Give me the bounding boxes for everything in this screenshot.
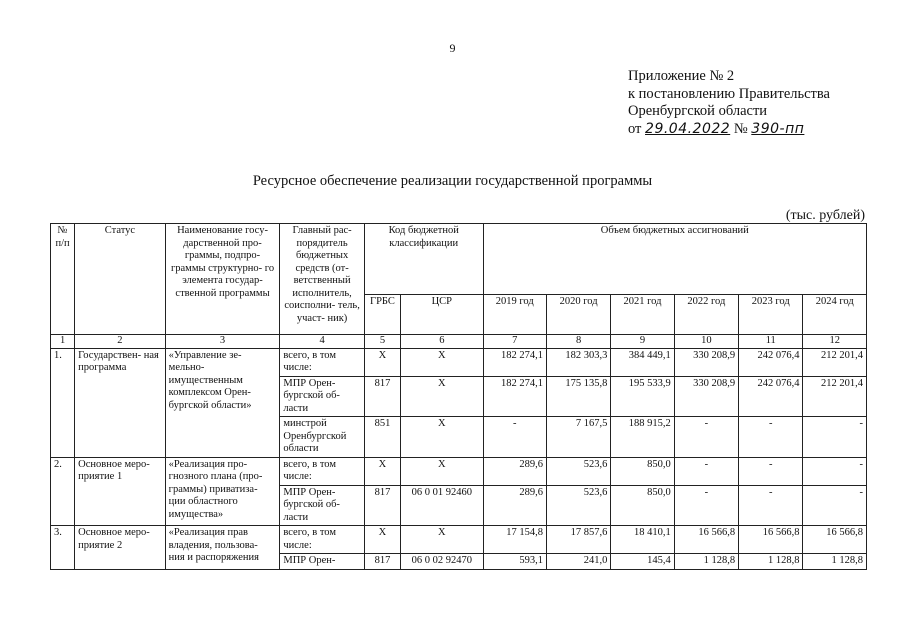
row-admin: МПР Орен- бургской об- ласти [280, 376, 365, 417]
header-code: Код бюджетной классификации [364, 224, 483, 295]
handwritten-number: 390-пп [751, 120, 805, 137]
value-2022: - [674, 457, 738, 485]
value-2023: 242 076,4 [739, 376, 803, 417]
value-2022: 330 208,9 [674, 348, 738, 376]
row-grbs: X [364, 348, 400, 376]
value-2020: 175 135,8 [546, 376, 610, 417]
header-2020: 2020 год [546, 295, 610, 335]
row-status: Государствен- ная программа [75, 348, 166, 457]
index-cell: 2 [75, 335, 166, 349]
row-status: Основное меро- приятие 2 [75, 526, 166, 570]
index-cell: 11 [739, 335, 803, 349]
row-admin: МПР Орен- [280, 554, 365, 570]
index-cell: 1 [51, 335, 75, 349]
row-csr: X [401, 526, 484, 554]
value-2020: 182 303,3 [546, 348, 610, 376]
header-name: Наименование госу- дарственной про- граммы, подпро- граммы структурно- го элемента государ- ственной программы [165, 224, 280, 335]
document-title: Ресурсное обеспечение реализации государственной программы [252, 173, 653, 189]
value-2024: - [803, 417, 867, 458]
index-cell: 4 [280, 335, 365, 349]
row-grbs: X [364, 457, 400, 485]
value-2024: - [803, 485, 867, 526]
value-2021: 145,4 [611, 554, 674, 570]
index-cell: 3 [165, 335, 280, 349]
value-2022: - [674, 417, 738, 458]
row-grbs: 817 [364, 485, 400, 526]
row-admin: всего, в том числе: [280, 348, 365, 376]
appendix-line-2: к постановлению Правительства [628, 85, 830, 102]
row-status: Основное меро- приятие 1 [75, 457, 166, 526]
header-2023: 2023 год [739, 295, 803, 335]
row-admin: МПР Орен- бургской об- ласти [280, 485, 365, 526]
row-admin: минстрой Оренбургской области [280, 417, 365, 458]
row-grbs: 851 [364, 417, 400, 458]
header-2022: 2022 год [674, 295, 738, 335]
value-2021: 188 915,2 [611, 417, 674, 458]
value-2021: 850,0 [611, 457, 674, 485]
value-2019: 182 274,1 [483, 376, 546, 417]
index-cell: 10 [674, 335, 738, 349]
value-2022: 1 128,8 [674, 554, 738, 570]
value-2020: 523,6 [546, 457, 610, 485]
index-cell: 12 [803, 335, 867, 349]
index-cell: 9 [611, 335, 674, 349]
value-2023: - [739, 417, 803, 458]
row-csr: X [401, 348, 484, 376]
value-2024: - [803, 457, 867, 485]
from-label: от [628, 120, 642, 137]
value-2020: 7 167,5 [546, 417, 610, 458]
value-2024: 1 128,8 [803, 554, 867, 570]
index-cell: 7 [483, 335, 546, 349]
header-2021: 2021 год [611, 295, 674, 335]
value-2020: 523,6 [546, 485, 610, 526]
index-cell: 5 [364, 335, 400, 349]
header-admin: Главный рас- порядитель бюджетных средств (от- ветственный исполнитель, соисполни- тель, участ- ник) [280, 224, 365, 335]
header-grbs: ГРБС [364, 295, 400, 335]
header-2019: 2019 год [483, 295, 546, 335]
index-cell: 8 [546, 335, 610, 349]
value-2023: - [739, 485, 803, 526]
value-2019: - [483, 417, 546, 458]
value-2019: 289,6 [483, 485, 546, 526]
table-row [51, 457, 867, 485]
index-cell: 6 [401, 335, 484, 349]
value-2023: 1 128,8 [739, 554, 803, 570]
value-2019: 289,6 [483, 457, 546, 485]
appendix-block [628, 68, 830, 138]
value-2020: 241,0 [546, 554, 610, 570]
table-row [51, 526, 867, 554]
column-index-row [51, 335, 867, 349]
appendix-line-4 [628, 121, 830, 139]
value-2023: - [739, 457, 803, 485]
row-program-name: «Реализация про- гнозного плана (про- граммы) приватиза- ции областного имущества» [165, 457, 280, 526]
value-2022: - [674, 485, 738, 526]
value-2021: 195 533,9 [611, 376, 674, 417]
row-grbs: 817 [364, 376, 400, 417]
row-number: 3. [51, 526, 75, 570]
appendix-line-1: Приложение № 2 [628, 68, 735, 84]
value-2023: 242 076,4 [739, 348, 803, 376]
row-admin: всего, в том числе: [280, 457, 365, 485]
value-2020: 17 857,6 [546, 526, 610, 554]
handwritten-date: 29.04.2022 [645, 120, 731, 137]
row-admin: всего, в том числе: [280, 526, 365, 554]
value-2024: 212 201,4 [803, 348, 867, 376]
header-2024: 2024 год [803, 295, 867, 335]
value-2022: 16 566,8 [674, 526, 738, 554]
row-number: 1. [51, 348, 75, 457]
row-csr: 06 0 02 92470 [401, 554, 484, 570]
page-number: 9 [449, 41, 456, 55]
value-2022: 330 208,9 [674, 376, 738, 417]
resource-table [50, 223, 867, 570]
header-csr: ЦСР [401, 295, 484, 335]
number-label: № [733, 120, 748, 137]
row-grbs: X [364, 526, 400, 554]
row-csr: X [401, 376, 484, 417]
row-number: 2. [51, 457, 75, 526]
value-2024: 212 201,4 [803, 376, 867, 417]
row-program-name: «Управление зе- мельно- имущественным комплексом Орен- бургской области» [165, 348, 280, 457]
value-2021: 18 410,1 [611, 526, 674, 554]
value-2019: 593,1 [483, 554, 546, 570]
value-2023: 16 566,8 [739, 526, 803, 554]
row-csr: 06 0 01 92460 [401, 485, 484, 526]
table-row [51, 348, 867, 376]
row-program-name: «Реализация прав владения, пользова- ния и распоряжения [165, 526, 280, 570]
header-num: № п/п [51, 224, 75, 335]
row-csr: X [401, 417, 484, 458]
header-status: Статус [75, 224, 166, 335]
value-2019: 17 154,8 [483, 526, 546, 554]
row-grbs: 817 [364, 554, 400, 570]
value-2021: 850,0 [611, 485, 674, 526]
header-volume: Объем бюджетных ассигнований [483, 224, 866, 295]
row-csr: X [401, 457, 484, 485]
value-2024: 16 566,8 [803, 526, 867, 554]
unit-label: (тыс. рублей) [785, 208, 865, 223]
value-2021: 384 449,1 [611, 348, 674, 376]
header-row-1 [51, 224, 867, 295]
appendix-line-3: Оренбургской области [628, 103, 768, 119]
value-2019: 182 274,1 [483, 348, 546, 376]
